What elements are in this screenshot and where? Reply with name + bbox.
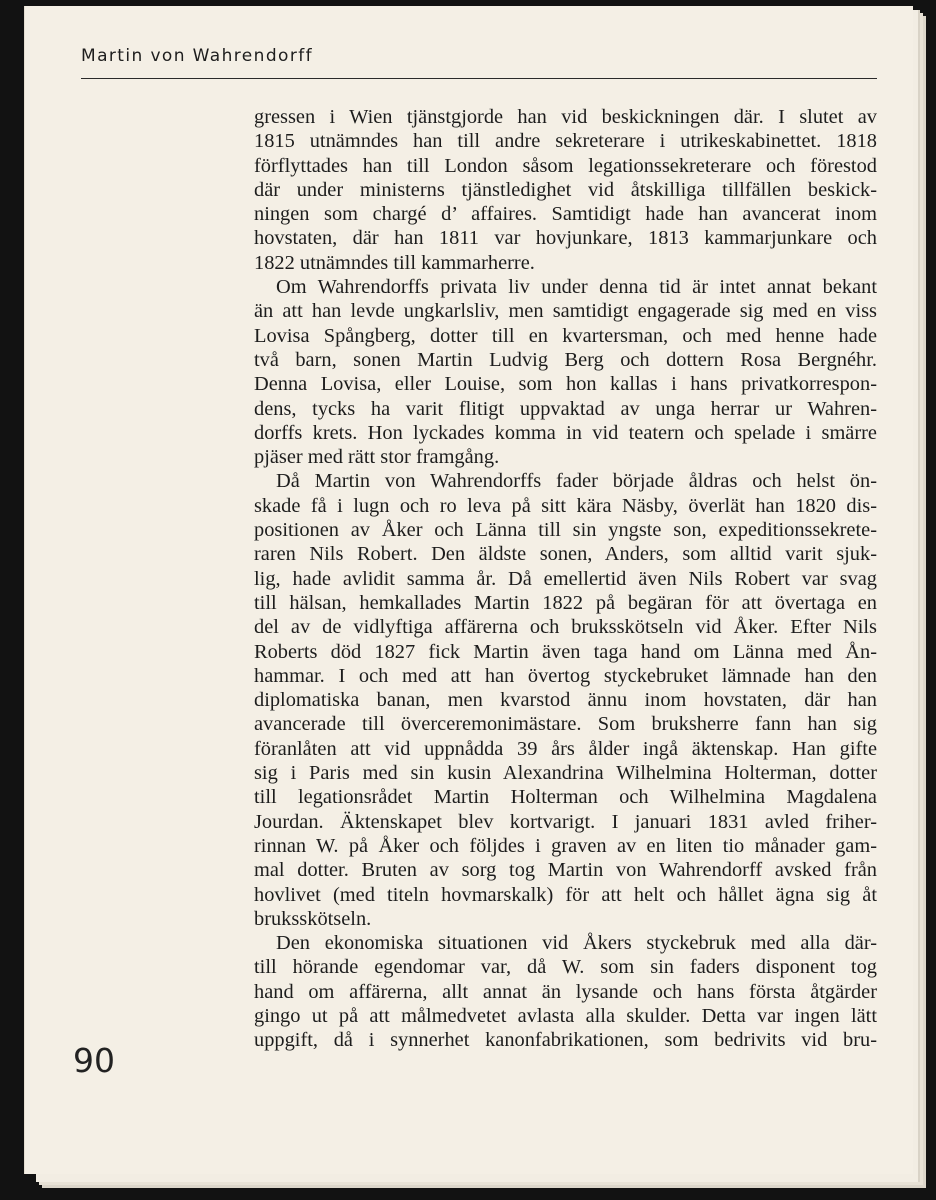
text-line: Om Wahrendorffs privata liv under denna tid är intet annat bekant (276, 276, 877, 299)
text-line: pjäser med rätt stor framgång. (254, 446, 500, 469)
text-line: del av de vidlyftiga affärerna och bruksskötseln vid Åker. Efter Nils (254, 616, 877, 639)
text-line: gressen i Wien tjänstgjorde han vid beskickningen där. I slutet av (254, 106, 877, 128)
text-line: rinnan W. på Åker och följdes i graven av en liten tio månader gam- (254, 834, 877, 857)
text-line: hovlivet (med titeln hovmarskalk) för att helt och hållet ägna sig åt (254, 883, 877, 906)
text-line: till hälsan, hemkallades Martin 1822 på begäran för att övertaga en (254, 591, 877, 614)
text-line: dens, tycks ha varit flitigt uppvaktad av unga herrar ur Wahren- (254, 397, 877, 420)
text-line: Denna Lovisa, eller Louise, som hon kallas i hans privatkorrespon- (254, 373, 877, 396)
text-line: förflyttades han till London såsom legationssekreterare och förestod (254, 154, 877, 177)
text-line: lig, hade avlidit samma år. Då emellertid även Nils Robert var svag (254, 567, 877, 590)
text-line: där under ministerns tjänstledighet vid åtskilliga tillfällen beskick- (254, 178, 877, 201)
text-line: Den ekonomiska situationen vid Åkers styckebruk med alla där- (276, 932, 877, 955)
text-line: mal dotter. Bruten av sorg tog Martin von Wahrendorff avsked från (254, 859, 877, 882)
text-line: föranlåten att vid uppnådda 39 års ålder ingå äktenskap. Han gifte (254, 737, 877, 760)
text-line: positionen av Åker och Länna till sin yngste son, expeditionssekrete- (254, 519, 877, 542)
text-line: skade få i lugn och ro leva på sitt kära Näsby, överlät han 1820 dis- (254, 494, 877, 517)
text-line: dorffs krets. Hon lyckades komma in vid teatern och spelade i smärre (254, 421, 877, 444)
text-line: till legationsrådet Martin Holterman och Wilhelmina Magdalena (254, 786, 877, 809)
text-line: Då Martin von Wahrendorffs fader började åldras och helst ön- (276, 470, 877, 493)
text-line: ningen som chargé d’ affaires. Samtidigt hade han avancerat inom (254, 203, 877, 226)
text-line: gingo ut på att målmedvetet avlasta alla skulder. Detta var ingen lätt (254, 1004, 877, 1027)
text-line: 1815 utnämndes han till andre sekreterare i utrikeskabinettet. 1818 (254, 130, 877, 153)
text-line: Roberts död 1827 fick Martin även taga hand om Länna med Ån- (254, 640, 877, 663)
header-rule (81, 78, 877, 79)
text-line: hammar. I och med att han övertog styckebruket lämnade han den (254, 664, 877, 687)
text-line: till hörande egendomar var, då W. som sin faders disponent tog (254, 956, 877, 979)
page-number: 90 (73, 1041, 115, 1080)
text-line: sig i Paris med sin kusin Alexandrina Wilhelmina Holterman, dotter (254, 762, 877, 785)
book-page (24, 6, 913, 1174)
text-line: än att han levde ungkarlsliv, men samtidigt engagerade sig med en viss (254, 300, 877, 323)
text-line: avancerade till överceremonimästare. Som bruksherre fann han sig (254, 713, 877, 736)
text-line: hovstaten, där han 1811 var hovjunkare, 1813 kammarjunkare och (254, 227, 877, 250)
running-head: Martin von Wahrendorff (81, 46, 313, 66)
text-line: hand om affärerna, allt annat än lysande och hans första åtgärder (254, 980, 877, 1003)
text-line: Lovisa Spångberg, dotter till en kvartersman, och med henne hade (254, 324, 877, 347)
text-line: två barn, sonen Martin Ludvig Berg och dottern Rosa Bergnéhr. (254, 348, 877, 371)
text-line: Jourdan. Äktenskapet blev kortvarigt. I januari 1831 avled friher- (254, 810, 877, 833)
text-line: 1822 utnämndes till kammarherre. (254, 251, 535, 274)
text-line: raren Nils Robert. Den äldste sonen, Anders, som alltid varit sjuk- (254, 543, 877, 566)
text-line: diplomatiska banan, men kvarstod ännu inom hovstaten, där han (254, 689, 877, 712)
text-line: uppgift, då i synnerhet kanonfabrikationen, som bedrivits vid bru- (254, 1029, 877, 1052)
text-line: bruksskötseln. (254, 907, 372, 930)
body-text (254, 105, 877, 1053)
